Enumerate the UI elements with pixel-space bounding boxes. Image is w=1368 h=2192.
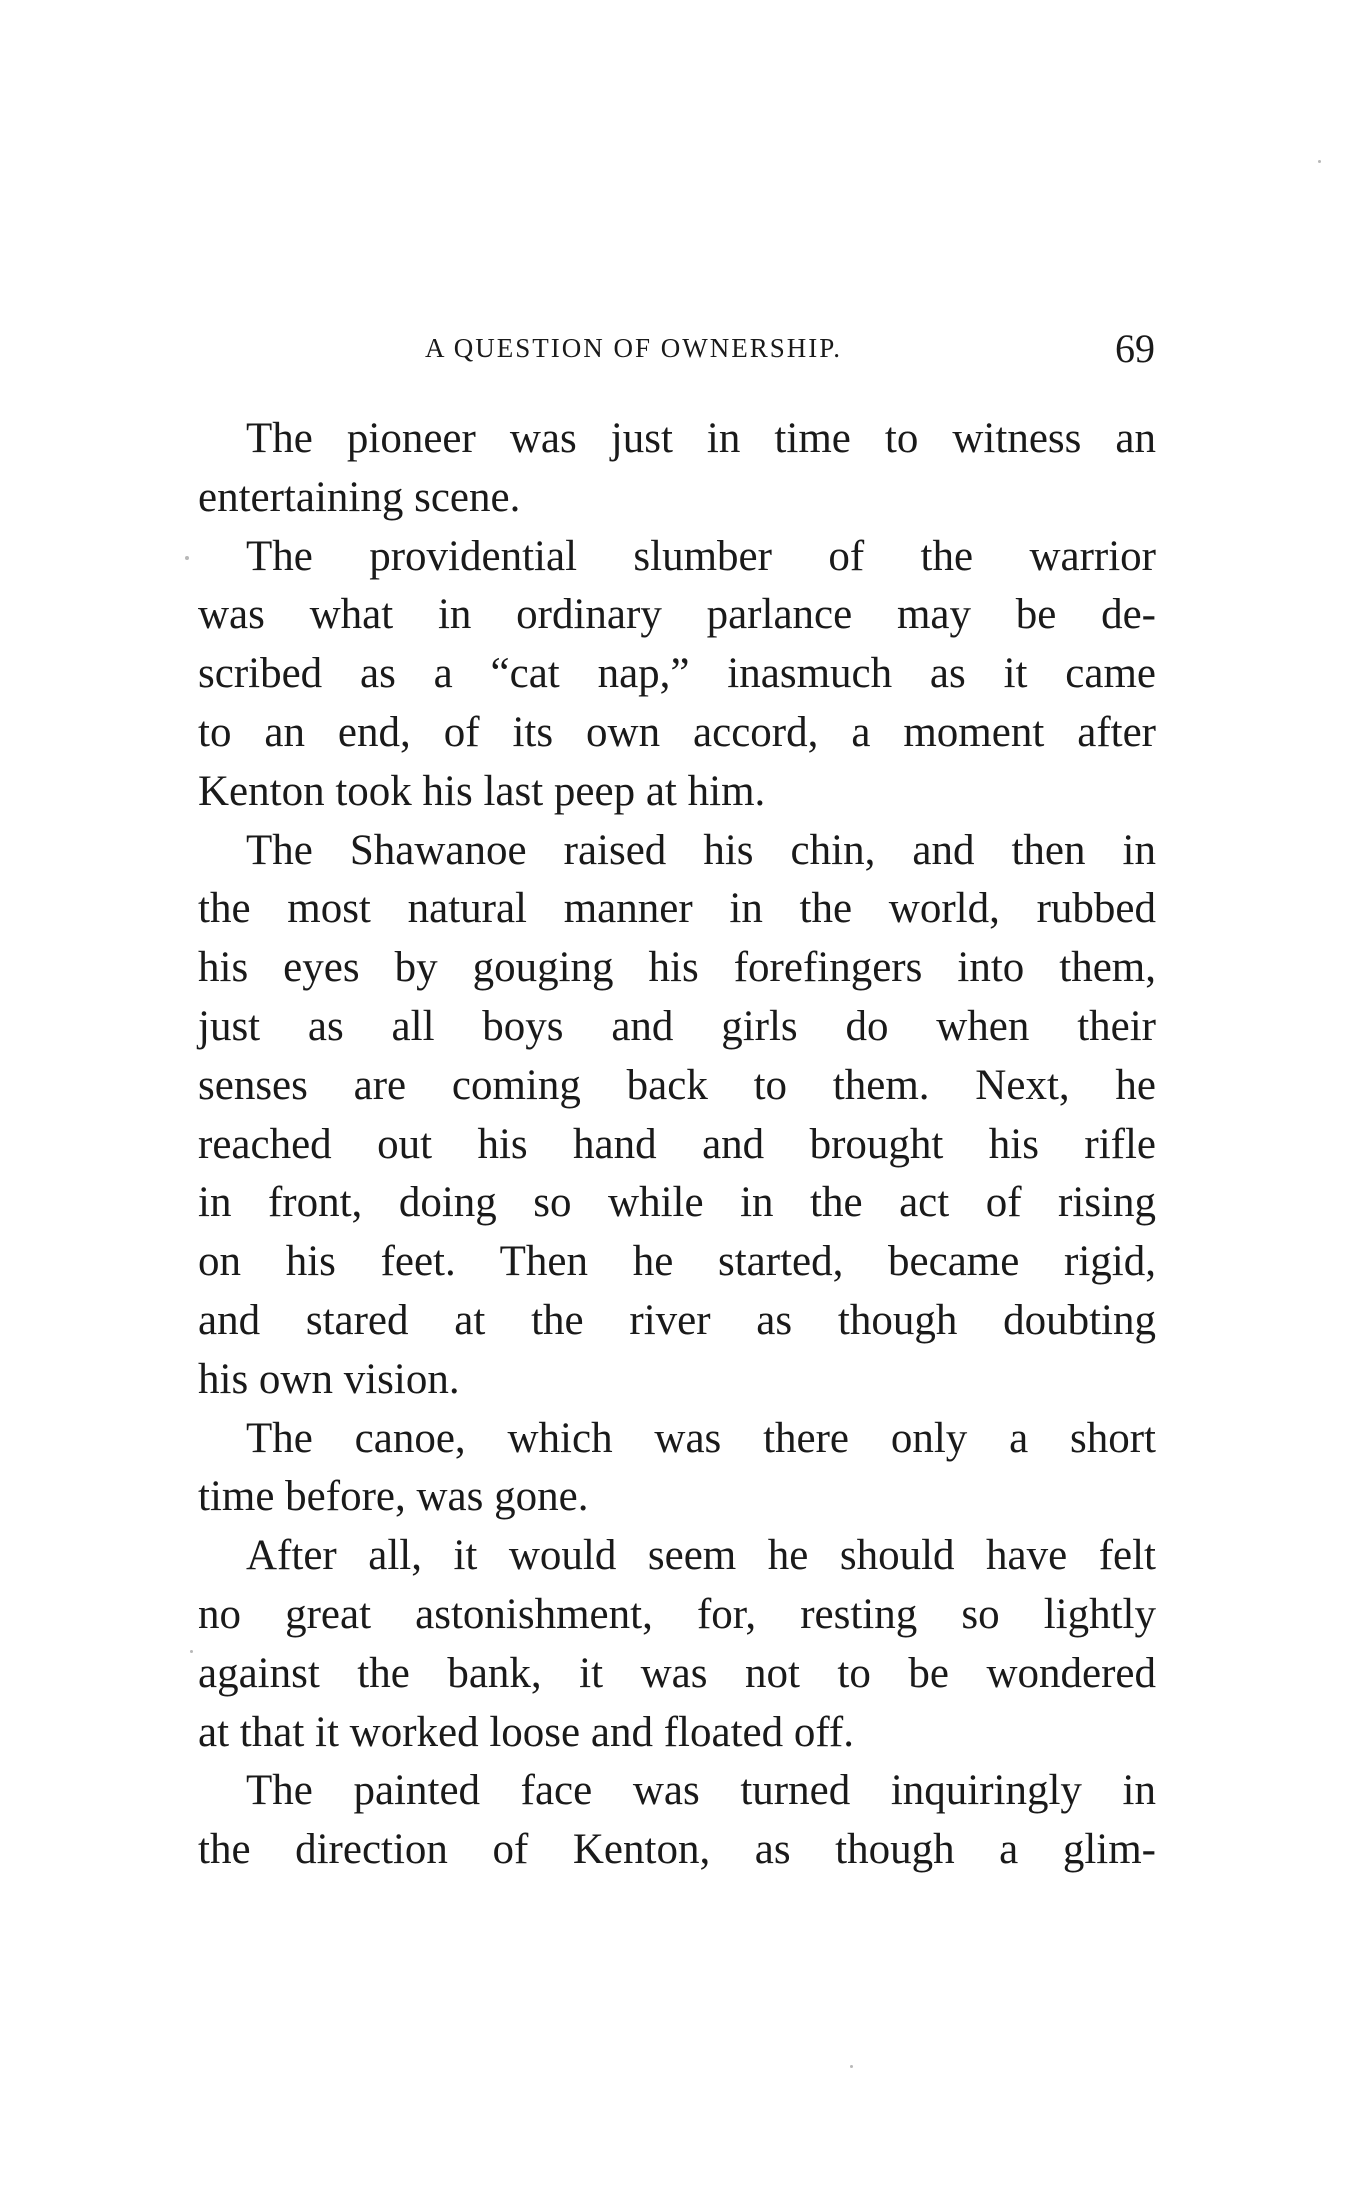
text-line: to an end, of its own accord, a moment after: [198, 708, 1156, 756]
text-line: no great astonishment, for, resting so lightly: [198, 1590, 1156, 1638]
text-line: the most natural manner in the world, rubbed: [198, 885, 1156, 933]
paper-speck: [190, 1650, 193, 1653]
text-line: scribed as a “cat nap,” inasmuch as it came: [198, 650, 1156, 698]
page-header: [200, 325, 1155, 375]
text-line: the direction of Kenton, as though a glim-: [198, 1826, 1156, 1874]
text-line: was what in ordinary parlance may be de-: [198, 591, 1156, 639]
text-line: against the bank, it was not to be wondered: [198, 1649, 1156, 1697]
text-line: in front, doing so while in the act of rising: [198, 1179, 1156, 1227]
text-line: Kenton took his last peep at him.: [198, 767, 766, 815]
text-line: reached out his hand and brought his rifle: [198, 1120, 1156, 1168]
text-line: his own vision.: [198, 1355, 460, 1403]
page-number: 69: [1115, 326, 1155, 371]
body-text: [198, 410, 1156, 1880]
text-line: his eyes by gouging his forefingers into them,: [198, 944, 1156, 992]
text-line: After all, it would seem he should have felt: [246, 1532, 1156, 1580]
text-line: and stared at the river as though doubting: [198, 1296, 1156, 1344]
paper-speck: [1318, 160, 1321, 163]
text-line: The painted face was turned inquiringly in: [246, 1767, 1156, 1815]
text-line: just as all boys and girls do when their: [198, 1002, 1156, 1050]
text-line: at that it worked loose and floated off.: [198, 1708, 854, 1756]
paper-speck: [850, 2065, 853, 2068]
paper-speck: [185, 556, 189, 560]
running-title: A QUESTION OF OWNERSHIP.: [425, 333, 843, 363]
text-line: The providential slumber of the warrior: [246, 532, 1156, 580]
text-line: time before, was gone.: [198, 1473, 589, 1521]
text-line: entertaining scene.: [198, 473, 521, 521]
text-line: The pioneer was just in time to witness an: [246, 415, 1156, 462]
text-line: The Shawanoe raised his chin, and then in: [246, 826, 1156, 874]
text-line: senses are coming back to them. Next, he: [198, 1061, 1156, 1109]
text-line: The canoe, which was there only a short: [246, 1414, 1156, 1462]
text-line: on his feet. Then he started, became rigid,: [198, 1238, 1156, 1286]
